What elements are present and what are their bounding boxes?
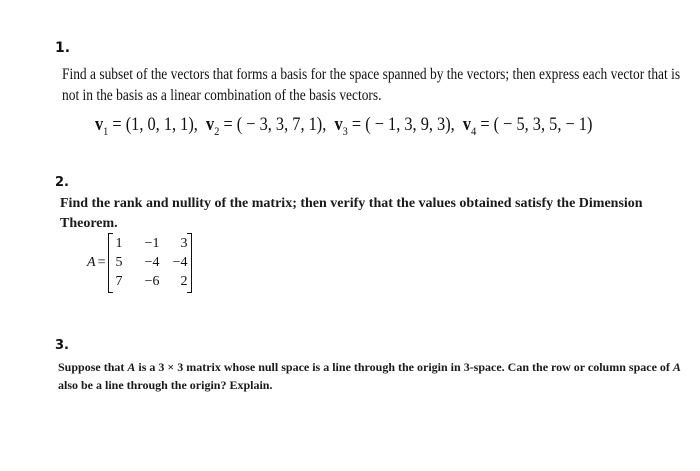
matrix-label: A (87, 255, 96, 270)
matrix-cell: −1 (144, 236, 160, 251)
matrix-cell: 3 (180, 236, 188, 251)
problem-1-number: 1. (55, 40, 71, 56)
problem-3-text: Suppose that A is a 3 × 3 matrix whose null space is a line through the origin in 3-space. Can the row or column space of A also be a line through the origin? Explain. (58, 360, 681, 392)
vector-4: $v_4$ = ( − 5, 3, 5, − 1) (462, 114, 593, 138)
vector-3: $v_3$ = ( − 1, 3, 9, 3) (334, 114, 451, 138)
problem-3-number: 3. (55, 338, 69, 353)
vector-2: $v_2$ = ( − 3, 3, 7, 1) (206, 114, 323, 138)
problem-2-number: 2. (55, 175, 69, 190)
problem-2-text: Find the rank and nullity of the matrix; then verify that the values obtained satisfy the Dimension Theorem. (60, 196, 643, 231)
matrix-cell: −4 (144, 255, 160, 270)
problem-1-text: Find a subset of the vectors that forms a basis for the space spanned by the vectors; then express each vector that is not in the basis as a linear combination of the basis vectors. (62, 66, 681, 104)
problem-1-vectors: $v_1 = (1$, 0, 1, 1), $v_2$ = ( − 3, 3, 7, 1), $v_3$ = ( − 1, 3, 9, 3), $v_4$ = ( − 5, 3, 5, − 1) (95, 114, 593, 138)
right-bracket (187, 233, 192, 293)
matrix-cell: −4 (172, 255, 188, 270)
matrix-equals: = (97, 255, 106, 270)
vector-1: $v_1 = (1$, 0, 1, 1) (95, 114, 194, 138)
matrix-cell: 7 (115, 274, 123, 289)
matrix-cell: 2 (180, 274, 188, 289)
matrix-grid (113, 235, 187, 292)
matrix-cell: 1 (115, 236, 123, 251)
matrix-cell: −6 (144, 274, 160, 289)
matrix-a (87, 232, 192, 294)
matrix-cell: 5 (115, 255, 123, 270)
